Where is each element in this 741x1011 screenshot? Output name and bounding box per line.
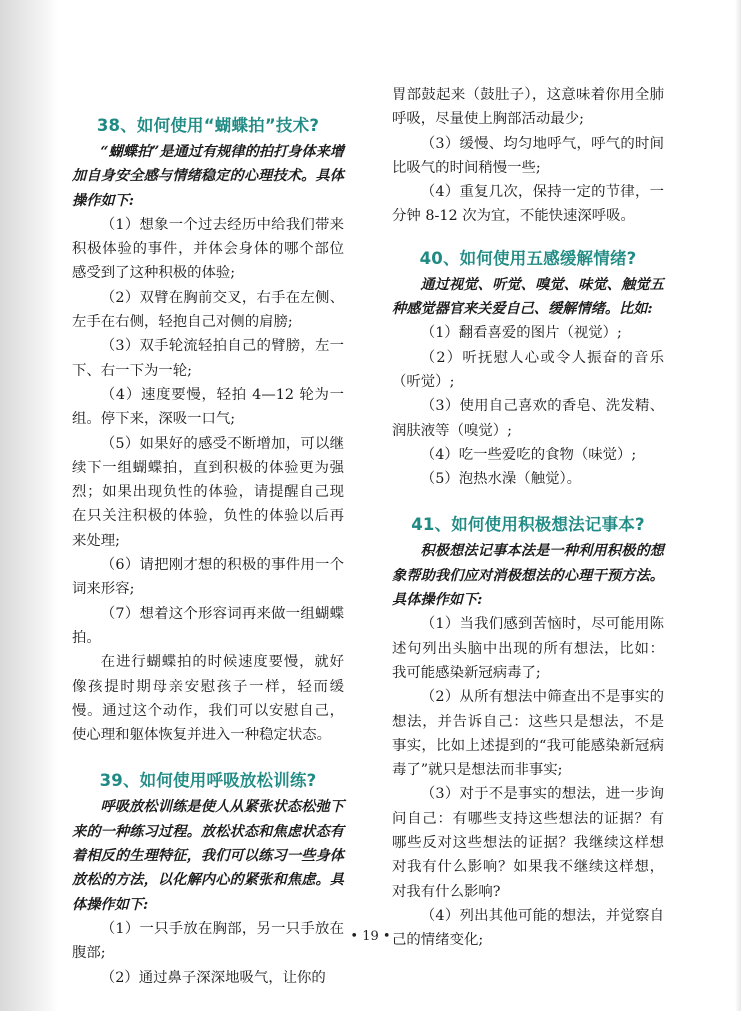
- section-38-title: 38、如何使用“蝴蝶拍”技术?: [96, 116, 320, 135]
- left-column: [72, 112, 344, 990]
- section-41-title: 41、如何使用积极想法记事本?: [411, 515, 645, 535]
- section-41-step: （3）对于不是事实的想法，进一步询问自己：有哪些支持这些想法的证据？有哪些反对这些想法的证据？我继续这样想对我有什么影响？如果我不继续这样想，对我有什么影响?: [392, 786, 664, 900]
- book-spine-shadow: [0, 0, 58, 1011]
- section-39-continued: 胃部鼓起来（鼓肚子），这意味着你用全肺呼吸，尽量使上胸部活动最少;: [392, 87, 664, 128]
- section-40-step: （1）翻看喜爱的图片（视觉）;: [420, 325, 622, 342]
- section-39-step: （4）重复几次，保持一定的节律，一分钟 8-12 次为宜，不能快速深呼吸。: [392, 184, 664, 225]
- section-38-step: （7）想着这个形容词再来做一组蝴蝶拍。: [72, 605, 344, 646]
- section-39-title: 39、如何使用呼吸放松训练?: [99, 771, 317, 791]
- page-edge: [735, 0, 741, 1011]
- section-39-step: （1）一只手放在胸部，另一只手放在腹部;: [72, 920, 344, 962]
- section-39-step: （2）通过鼻子深深地吸气，让你的: [100, 969, 326, 986]
- section-38-step: （4）速度要慢，轻拍 4—12 轮为一组。停下来，深吸一口气;: [72, 386, 344, 428]
- section-41-step: （2）从所有想法中筛查出不是事实的想法，并告诉自己：这些只是想法，不是事实，比如上述提到的“我可能感染新冠病毒了”就只是想法而非事实;: [392, 689, 664, 779]
- section-39-intro: 呼吸放松训练是使人从紧张状态松弛下来的一种练习过程。放松状态和焦虑状态有着相反的生理特征，我们可以练习一些身体放松的方法，以化解内心的紧张和焦虑。具体操作如下:: [72, 799, 344, 913]
- section-38-step: （2）双臂在胸前交叉，右手在左侧、左手在右侧，轻抱自己对侧的肩膀;: [72, 289, 344, 331]
- section-40-step: （3）使用自己喜欢的香皂、洗发精、润肤液等（嗅觉）;: [392, 398, 664, 439]
- section-41-intro: 积极想法记事本法是一种利用积极的想象帮助我们应对消极想法的心理干预方法。具体操作如下:: [392, 543, 664, 609]
- section-41-step: （1）当我们感到苦恼时，尽可能用陈述句列出头脑中出现的所有想法，比如：我可能感染新冠病毒了;: [392, 616, 664, 681]
- section-40-title: 40、如何使用五感缓解情绪?: [419, 248, 637, 268]
- section-40-step: （2）听抚慰人心或令人振奋的音乐（听觉）;: [392, 349, 664, 390]
- section-38-step: （6）请把刚才想的积极的事件用一个词来形容;: [72, 557, 344, 598]
- section-40-step: （5）泡热水澡（触觉）。: [420, 471, 582, 488]
- section-38-step: （3）双手轮流轻拍自己的臂膀，左一下、右一下为一轮;: [72, 338, 344, 379]
- section-38-closing: 在进行蝴蝶拍的时候速度要慢，就好像孩提时期母亲安慰孩子一样，轻而缓慢。通过这个动作，我们可以安慰自己，使心理和躯体恢复并进入一种稳定状态。: [72, 654, 344, 744]
- section-38-step: （5）如果好的感受不断增加，可以继续下一组蝴蝶拍，直到积极的体验更为强烈；如果出现负性的体验，请提醒自己现在只关注积极的体验，负性的体验以后再来处理;: [72, 435, 344, 549]
- section-39-step: （3）缓慢、均匀地呼气，呼气的时间比吸气的时间稍慢一些;: [392, 135, 664, 176]
- right-column: [392, 83, 664, 953]
- section-41-step: （4）列出其他可能的想法，并觉察自己的情绪变化;: [392, 907, 664, 949]
- section-38-step: （1）想象一个过去经历中给我们带来积极体验的事件，并体会身体的哪个部位感受到了这种积极的体验;: [72, 216, 344, 282]
- page-number: • 19 •: [350, 929, 391, 944]
- section-40-step: （4）吃一些爱吃的食物（味觉）;: [420, 446, 637, 463]
- section-40-intro: 通过视觉、听觉、嗅觉、味觉、触觉五种感觉器官来关爱自己、缓解情绪。比如:: [392, 276, 664, 318]
- section-38-intro: “蝴蝶拍”是通过有规律的拍打身体来增加自身安全感与情绪稳定的心理技术。具体操作如下:: [72, 144, 344, 209]
